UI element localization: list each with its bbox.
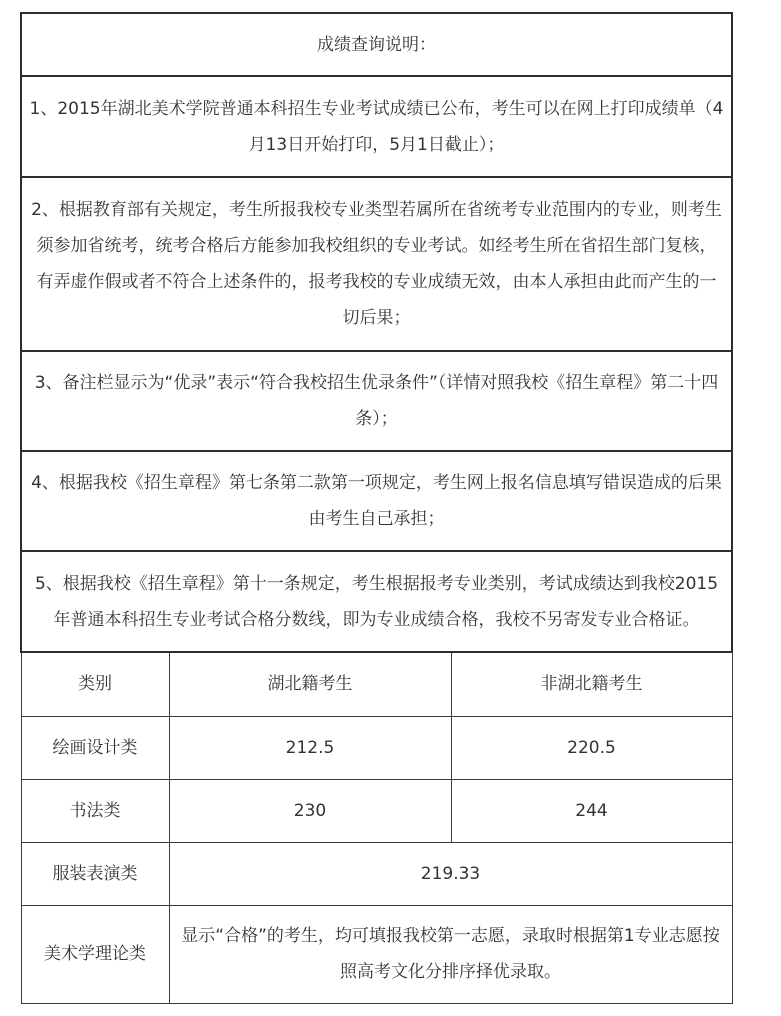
table-row [21, 716, 732, 779]
notice-item-5: 5、根据我校《招生章程》第十一条规定，考生根据报考专业类别，考试成绩达到我校2015年普通本科招生专业考试合格分数线，即为专业成绩合格，我校不另寄发专业合格证。 [21, 551, 732, 652]
header-hubei: 湖北籍考生 [169, 652, 451, 716]
row-hubei-score: 230 [169, 779, 451, 842]
notice-item-4: 4、根据我校《招生章程》第七条第二款第一项规定，考生网上报名信息填写错误造成的后果由考生自己承担； [21, 451, 732, 551]
notice-title: 成绩查询说明： [21, 13, 732, 76]
notice-item-1: 1、2015年湖北美术学院普通本科招生专业考试成绩已公布，考生可以在网上打印成绩单（4月13日开始打印，5月1日截止）； [21, 76, 732, 177]
notice-item-2: 2、根据教育部有关规定，考生所报我校专业类型若属所在省统考专业范围内的专业，则考生须参加省统考，统考合格后方能参加我校组织的专业考试。如经考生所在省招生部门复核，有弄虚作假或者不符合上述条件的，报考我校的专业成绩无效，由本人承担由此而产生的一切后果； [21, 177, 732, 351]
row-category: 书法类 [21, 779, 169, 842]
row-category: 服装表演类 [21, 842, 169, 905]
row-non-hubei-score: 220.5 [451, 716, 732, 779]
table-header-row [21, 652, 732, 716]
score-section [21, 652, 732, 1003]
notice-section [21, 13, 732, 652]
row-hubei-score: 212.5 [169, 716, 451, 779]
row-merged-score: 219.33 [169, 842, 732, 905]
row-merged-note: 显示“合格”的考生，均可填报我校第一志愿，录取时根据第1专业志愿按照高考文化分排序择优录取。 [169, 905, 732, 1003]
row-category: 美术学理论类 [21, 905, 169, 1003]
header-category: 类别 [21, 652, 169, 716]
header-non-hubei: 非湖北籍考生 [451, 652, 732, 716]
notice-item-3: 3、备注栏显示为“优录”表示“符合我校招生优录条件”（详情对照我校《招生章程》第二十四条）； [21, 351, 732, 451]
table-row [21, 905, 732, 1003]
table-row [21, 779, 732, 842]
row-category: 绘画设计类 [21, 716, 169, 779]
table-row [21, 842, 732, 905]
score-notice-table [20, 12, 733, 1004]
row-non-hubei-score: 244 [451, 779, 732, 842]
